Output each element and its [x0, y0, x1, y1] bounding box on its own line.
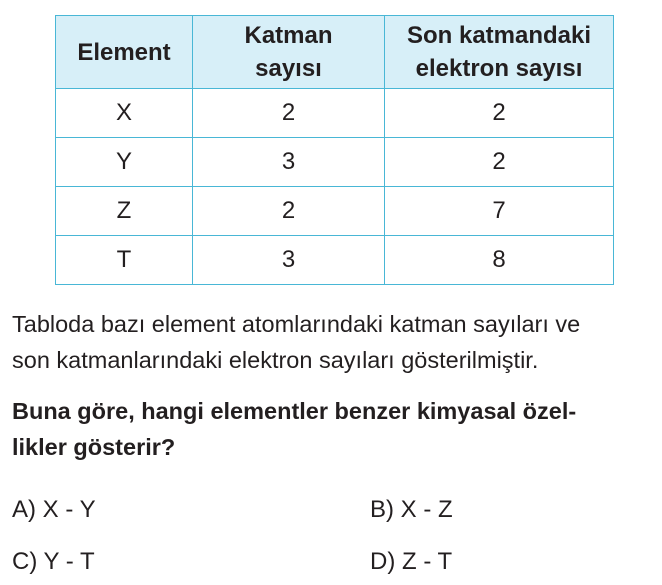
question-prompt [12, 393, 662, 465]
cell-layer-count: 2 [193, 187, 385, 236]
cell-outer-electrons: 2 [385, 138, 614, 187]
header-outer-electrons [385, 16, 614, 89]
question-prompt-line1: Buna göre, hangi elementler benzer kimyasal özel- [12, 398, 577, 424]
header-outer-electrons-line1: Son katmandaki [406, 22, 592, 49]
table-header-row [56, 16, 614, 89]
header-layer-count-line1: Katman [244, 22, 333, 49]
table-row [56, 236, 614, 285]
header-layer-count-line2: sayısı [255, 55, 322, 82]
cell-layer-count: 3 [193, 236, 385, 285]
table-row [56, 89, 614, 138]
question-text-line1: Tabloda bazı element atomlarındaki katman sayıları ve [12, 311, 581, 337]
table-row [56, 138, 614, 187]
table-row [56, 187, 614, 236]
header-element-label: Element [77, 38, 171, 66]
header-layer-count [193, 16, 385, 89]
cell-layer-count: 2 [193, 89, 385, 138]
header-outer-electrons-line2: elektron sayısı [415, 55, 583, 82]
answer-option-b[interactable]: B) X - Z [370, 496, 453, 523]
cell-outer-electrons: 7 [385, 187, 614, 236]
cell-layer-count: 3 [193, 138, 385, 187]
cell-outer-electrons: 8 [385, 236, 614, 285]
element-table [55, 15, 614, 285]
cell-element: T [56, 236, 193, 285]
cell-outer-electrons: 2 [385, 89, 614, 138]
cell-element: Y [56, 138, 193, 187]
question-text-line2: son katmanlarındaki elektron sayıları gösterilmiştir. [12, 347, 539, 373]
answer-option-c[interactable]: C) Y - T [12, 548, 95, 575]
header-element [56, 16, 193, 89]
cell-element: X [56, 89, 193, 138]
answer-option-d[interactable]: D) Z - T [370, 548, 453, 575]
question-text [12, 306, 662, 378]
answer-option-a[interactable]: A) X - Y [12, 496, 96, 523]
cell-element: Z [56, 187, 193, 236]
question-prompt-line2: likler gösterir? [12, 434, 176, 460]
